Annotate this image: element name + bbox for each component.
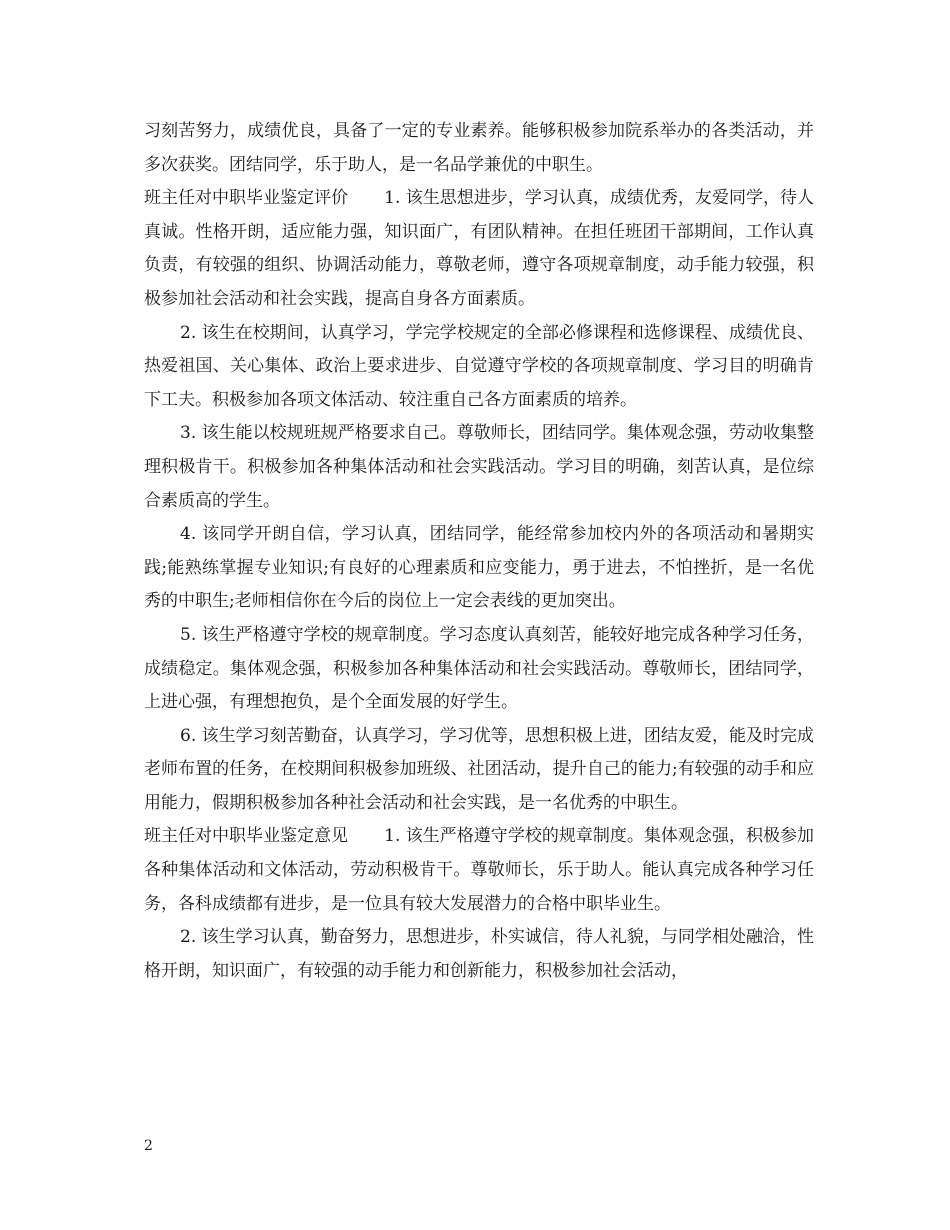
evaluation-item-1 <box>144 182 814 316</box>
document-body <box>144 115 814 988</box>
opinion-section-heading: 班主任对中职毕业鉴定意见 <box>144 826 349 847</box>
opinion-item-1-text: 1. 该生严格遵守学校的规章制度。集体观念强，积极参加各种集体活动和文体活动，劳动积极肯干。尊敬师长，乐于助人。能认真完成各种学习任务，各科成绩都有进步，是一位具有较大发展潜力的合格中职毕业生。 <box>144 826 814 914</box>
opening-paragraph: 习刻苦努力，成绩优良，具备了一定的专业素养。能够积极参加院系举办的各类活动，并多次获奖。团结同学，乐于助人，是一名品学兼优的中职生。 <box>144 121 814 175</box>
evaluation-item-1-text: 1. 该生思想进步，学习认真，成绩优秀，友爱同学，待人真诚。性格开朗，适应能力强，知识面广，有团队精神。在担任班团干部期间，工作认真负责，有较强的组织、协调活动能力，尊敬老师，遵守各项规章制度，动手能力较强，积极参加社会活动和社会实践，提高自身各方面素质。 <box>144 188 814 309</box>
evaluation-section-heading: 班主任对中职毕业鉴定评价 <box>144 188 349 209</box>
evaluation-item-5: 5. 该生严格遵守学校的规章制度。学习态度认真刻苦，能较好地完成各种学习任务，成绩稳定。集体观念强，积极参加各种集体活动和社会实践活动。尊敬师长，团结同学，上进心强，有理想抱负，是个全面发展的好学生。 <box>144 624 814 713</box>
evaluation-item-3: 3. 该生能以校规班规严格要求自己。尊敬师长，团结同学。集体观念强，劳动收集整理积极肯干。积极参加各种集体活动和社会实践活动。学习目的明确，刻苦认真，是位综合素质高的学生。 <box>144 423 814 511</box>
evaluation-item-6: 6. 该生学习刻苦勤奋，认真学习，学习优等，思想积极上进，团结友爱，能及时完成老师布置的任务，在校期间积极参加班级、社团活动，提升自己的能力;有较强的动手和应用能力，假期积极参加各种社会活动和社会实践，是一名优秀的中职生。 <box>144 725 814 813</box>
opinion-item-1 <box>144 820 814 921</box>
evaluation-item-4: 4. 该同学开朗自信，学习认真，团结同学，能经常参加校内外的各项活动和暑期实践;能熟练掌握专业知识;有良好的心理素质和应变能力，勇于进去，不怕挫折，是一名优秀的中职生;老师相信你在今后的岗位上一定会表线的更加突出。 <box>144 524 814 612</box>
page-number: 2 <box>144 1138 153 1154</box>
evaluation-item-2: 2. 该生在校期间，认真学习，学完学校规定的全部必修课程和选修课程、成绩优良、热爱祖国、关心集体、政治上要求进步、自觉遵守学校的各项规章制度、学习目的明确肯下工夫。积极参加各项文体活动、较注重自己各方面素质的培养。 <box>144 322 814 410</box>
opinion-item-2: 2. 该生学习认真，勤奋努力，思想进步，朴实诚信，待人礼貌，与同学相处融洽，性格开朗，知识面广，有较强的动手能力和创新能力，积极参加社会活动， <box>144 927 814 981</box>
